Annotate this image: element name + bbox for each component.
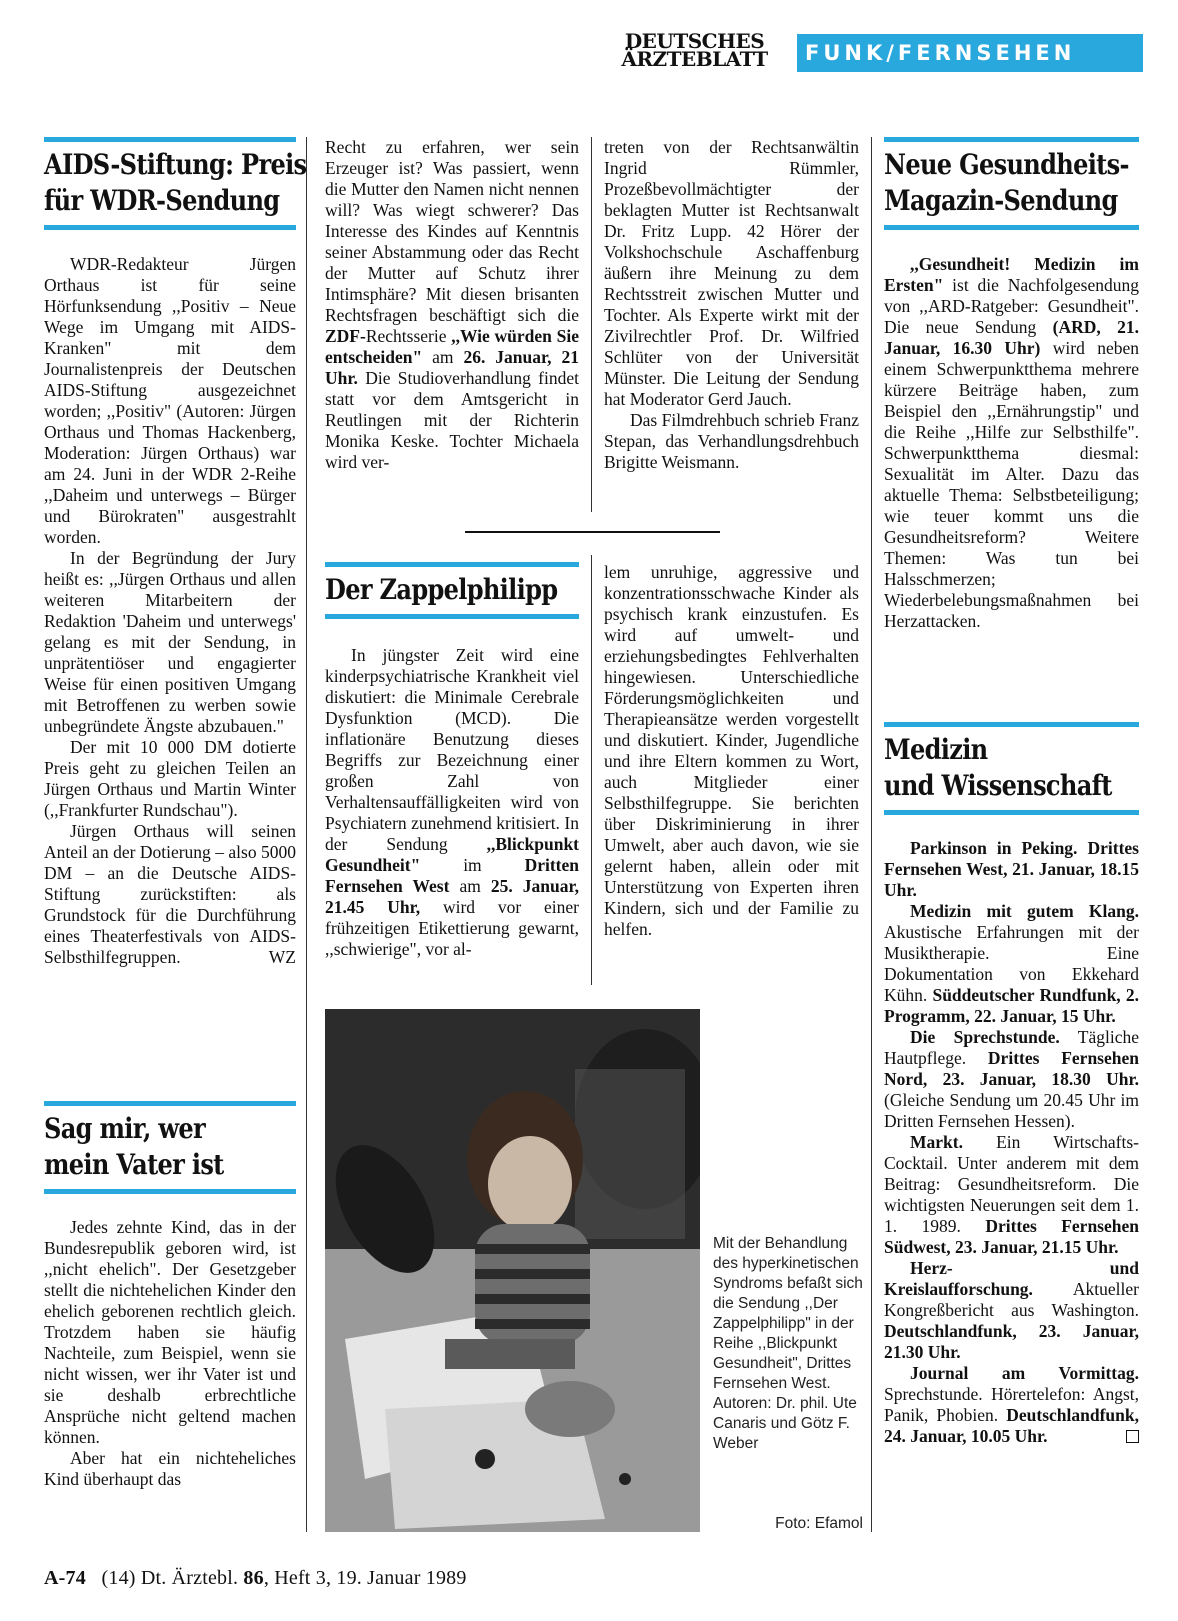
masthead-line1: DEUTSCHES [624,29,765,53]
paragraph: Der mit 10 000 DM dotierte Preis geht zu gleichen Teilen an Jürgen Orthaus und Martin Winter (,,Frankfurter Rundschau"). [44,737,296,820]
column-rule [591,137,592,512]
headline-line: Sag mir, wer [44,1112,206,1145]
listing-item [884,1132,1139,1258]
listing-text: Sprechstunde. Hörertelefon: Angst, Panik, Phobien. [884,1384,1139,1425]
listing-text: Ein Wirtschafts-Cocktail. Unter anderem mit dem Beitrag: Gesundheitsreform. Die wichtigsten Neuerungen seit dem 1. 1. 1989. [884,1132,1140,1236]
paragraph-text: ist die Nachfolgesendung von ,,ARD-Ratgeber: Gesundheit". Die neue Sendung [884,275,1139,337]
paragraph [325,137,579,473]
listing-bold: Drittes Fernsehen Nord, 23. Januar, 18.30 Uhr. [884,1048,1139,1089]
paragraph-text: Rechtsserie [365,326,447,346]
rubric-banner: FUNK/FERNSEHEN [797,34,1143,72]
photo-image [325,1009,700,1532]
citation: , Heft 3, 19. Januar 1989 [263,1567,467,1589]
broadcast-date: 25. Januar, 21.45 Uhr, [325,876,579,917]
column-rule [591,555,592,985]
paragraph-text: im [463,855,482,875]
listing-title: Medizin mit gutem Klang. [910,901,1139,921]
listing-title: Markt. [910,1132,963,1152]
article-zappelphilipp-cont [604,562,859,940]
broadcast-date: (ARD, 21. Januar, 16.30 Uhr) [884,317,1139,358]
column-rule [306,137,307,1532]
channel: ZDF- [325,326,366,346]
headline-zappelphilipp [325,562,579,619]
accent-bar [44,225,296,230]
program-title: ,,Blickpunkt Gesundheit" [325,834,579,875]
listing-text: Aktueller Kongreßbericht aus Washington. [884,1279,1139,1320]
listing-item [884,1027,1139,1132]
broadcast-date: 26. Januar, 21 Uhr. [325,347,579,388]
accent-bar [44,1189,296,1194]
headline-line: für WDR-Sendung [44,184,280,217]
volume: 86 [243,1567,264,1589]
page-footer [44,1567,467,1590]
accent-bar [884,810,1139,815]
listing-bold: Deutschlandfunk, 24. Januar, 10.05 Uhr. [884,1405,1139,1446]
listing-text: (Gleiche Sendung um 20.45 Uhr im Dritten Fernsehen Hessen). [884,1090,1139,1131]
listing-bold: Parkinson in Peking. Drittes Fernsehen West, 21. Januar, 18.15 Uhr. [884,838,1139,900]
headline-line: Magazin-Sendung [884,184,1118,217]
masthead-line2: ÄRZTEBLATT [621,47,768,71]
paragraph: lem unruhige, aggressive und konzentrationsschwache Kinder als psychisch krank einzustufen. Es wird auf umwelt- und erziehungsbedingtes Fehlverhalten hingewiesen. Unterschiedliche Förderungsmöglichkeiten und Therapieansätze werden vorgestellt und diskutiert. Kinder, Jugendliche und ihre Eltern kommen zu Wort, auch Mitglieder einer Selbsthilfegruppe. Sie berichten über Diskriminierung in ihrer Umwelt, aber auch davon, wie sie gelernt haben, allein oder mit Unterstützung von Experten ihren Kindern, sich und der Familie zu helfen. [604,562,859,939]
headline-medizin-wissenschaft [884,722,1139,815]
listing-text: Akustische Erfahrungen mit der Musiktherapie. Eine Dokumentation von Ekkehard Kühn. [884,922,1139,1005]
paragraph-text: Jürgen Orthaus will seinen Anteil an der Dotierung – also 5000 DM – an die Deutsche AIDS-Stiftung zurückstiften: als Grundstock für die Durchführung eines Theaterfestivals von AIDS-Selbsthilfegruppen. [44,821,296,967]
listing-title: Die Sprechstunde. [910,1027,1060,1047]
section-divider [465,531,720,533]
citation: (14) Dt. Ärztebl. [101,1567,239,1589]
channel: Dritten Fernsehen West [325,855,579,896]
headline-gesundheits-magazin [884,137,1139,230]
listing-title: Herz- und Kreislaufforschung. [884,1258,1139,1299]
headline-line: Neue Gesundheits- [884,148,1129,181]
article-sag-mir-cont [325,137,579,473]
paragraph: Jedes zehnte Kind, das in der Bundesrepublik geboren wird, ist ,,nicht ehelich". Der Gesetzgeber stellt die nichtehelichen Kinder den ehelich geborenen rechtlich gleich. Trotzdem haben sie häufig Nachteile, zum Beispiel, wenn sie nicht wissen, wer ihr Vater ist und sie deshalb erbrechtliche Ansprüche nicht geltend machen können. [44,1217,296,1447]
listing-bold: Deutschlandfunk, 23. Januar, 21.30 Uhr. [884,1321,1139,1362]
listing-item [884,838,1139,901]
headline-line: Der Zappelphilipp [325,573,558,606]
headline-aids-stiftung [44,137,307,230]
photo-credit: Foto: Efamol [775,1515,863,1532]
listing-item [884,901,1139,1027]
paragraph [44,821,296,968]
listing-item [884,1258,1139,1363]
photo-child-playing [325,1009,700,1532]
headline-line: und Wissenschaft [884,769,1112,802]
photo-caption: Mit der Behandlung des hyperkinetischen Syndroms befaßt sich die Sendung ,,Der Zappelphilipp" in der Reihe ,,Blickpunkt Gesundheit", Drittes Fernsehen West. Autoren: Dr. phil. Ute Canaris und Götz F. Weber [713,1235,863,1452]
end-of-article-icon [1126,1430,1139,1443]
headline-line: AIDS-Stiftung: Preis [44,148,307,181]
article-gesundheits-magazin [884,254,1139,632]
paragraph-text: wird vor einer frühzeitigen Etikettierung gewarnt, ,,schwierige", vor al- [325,897,579,959]
article-zappelphilipp [325,645,579,960]
listing-bold: Süddeutscher Rundfunk, 2. Programm, 22. Januar, 15 Uhr. [884,985,1140,1026]
article-aids-stiftung [44,254,296,968]
page-number: A-74 [44,1567,86,1589]
masthead [612,29,777,71]
headline-line: mein Vater ist [44,1148,224,1181]
column-rule [871,137,872,1532]
listing-item [884,1363,1139,1447]
listing-medizin-wissenschaft [884,838,1139,1447]
paragraph: In der Begründung der Jury heißt es: ,,Jürgen Orthaus und allen weiteren Mitarbeitern der Redaktion 'Daheim und unterwegs' gelang es mit der Sendung, in unprätentiöser und engagierter Weise für einen positiven Umgang mit Betroffenen zu werben sowie unbegründete Ängste abzubauen." [44,548,296,736]
paragraph-text: am [432,347,454,367]
paragraph: WDR-Redakteur Jürgen Orthaus ist für seine Hörfunksendung ,,Positiv – Neue Wege im Umgang mit AIDS-Kranken" mit dem Journalistenpreis der Deutschen AIDS-Stiftung ausgezeichnet worden; ,,Positiv" (Autoren: Jürgen Orthaus und Thomas Hackenberg, Moderation: Jürgen Orthaus) war am 24. Juni in der WDR 2-Reihe ,,Daheim und unterwegs – Bürger und Bürokraten" ausgestrahlt worden. [44,254,296,547]
paragraph: Das Filmdrehbuch schrieb Franz Stepan, das Verhandlungsdrehbuch Brigitte Weismann. [604,410,859,472]
paragraph-text: Recht zu erfahren, wer sein Erzeuger ist? Was passiert, wenn die Mutter den Namen nicht nennen will? Was wiegt schwerer? Das Interesse des Kindes auf Kenntnis seiner Abstammung oder das Recht der Mutter auf Schutz ihrer Intimsphäre? Mit diesen brisanten Rechtsfragen beschäftigt sich die [325,137,579,325]
accent-bar [325,614,579,619]
paragraph-text: wird neben einem Schwerpunktthema mehrere kürzere Beiträge haben, zum Beispiel den ,,Ernährungstip" und die Reihe ,,Hilfe zur Selbsthilfe". Schwerpunktthema diesmal: Sexualität im Alter. Dazu das aktuelle Thema: Selbstbeteiligung; wie teuer kommt uns die Gesundheitsreform? Weitere Themen: Was tun bei Halsschmerzen; Wiederbelebungsmaßnahmen bei Herzattacken. [884,338,1139,631]
paragraph-text: In jüngster Zeit wird eine kinderpsychiatrische Krankheit viel diskutiert: die Minimale Cerebrale Dysfunktion (MCD). Die inflationäre Benutzung dieses Begriffs zur Bezeichnung einer großen Zahl von Verhaltensauffälligkeiten wird von Psychiatern zunehmend kritisiert. In der Sendung [325,645,579,854]
headline-line: Medizin [884,733,988,766]
program-title: ,,Gesundheit! Medizin im Ersten" [884,254,1139,295]
listing-text: Tägliche Hautpflege. [884,1027,1139,1068]
paragraph-text: Die Studioverhandlung findet statt vor dem Amtsgericht in Reutlingen mit der Richterin Monika Keske. Tochter Michaela wird ver- [325,368,579,472]
listing-bold: Drittes Fernsehen Südwest, 23. Januar, 21.15 Uhr. [884,1216,1139,1257]
article-sag-mir [44,1217,296,1490]
program-title: ,,Wie würden Sie entscheiden" [325,326,579,367]
headline-sag-mir [44,1101,296,1194]
listing-title: Journal am Vormittag. [910,1363,1139,1383]
accent-bar [884,225,1139,230]
paragraph-text: am [459,876,481,896]
paragraph: treten von der Rechtsanwältin Ingrid Rümmler, Prozeßbevollmächtigter der beklagten Mutter ist Rechtsanwalt Dr. Fritz Lupp. 42 Hörer der Volkshochschule Aschaffenburg äußern ihre Meinung zu dem Rechtsstreit zwischen Mutter und Tochter. Als Experte wirkt mit der Zivilrechtler Prof. Dr. Wilfried Schlüter von der Universität Münster. Die Leitung der Sendung hat Moderator Gerd Jauch. [604,137,859,409]
paragraph [325,645,579,960]
paragraph: Aber hat ein nichteheliches Kind überhaupt das [44,1448,296,1489]
paragraph [884,254,1139,632]
author-sign: WZ [268,947,296,967]
article-sag-mir-end [604,137,859,473]
